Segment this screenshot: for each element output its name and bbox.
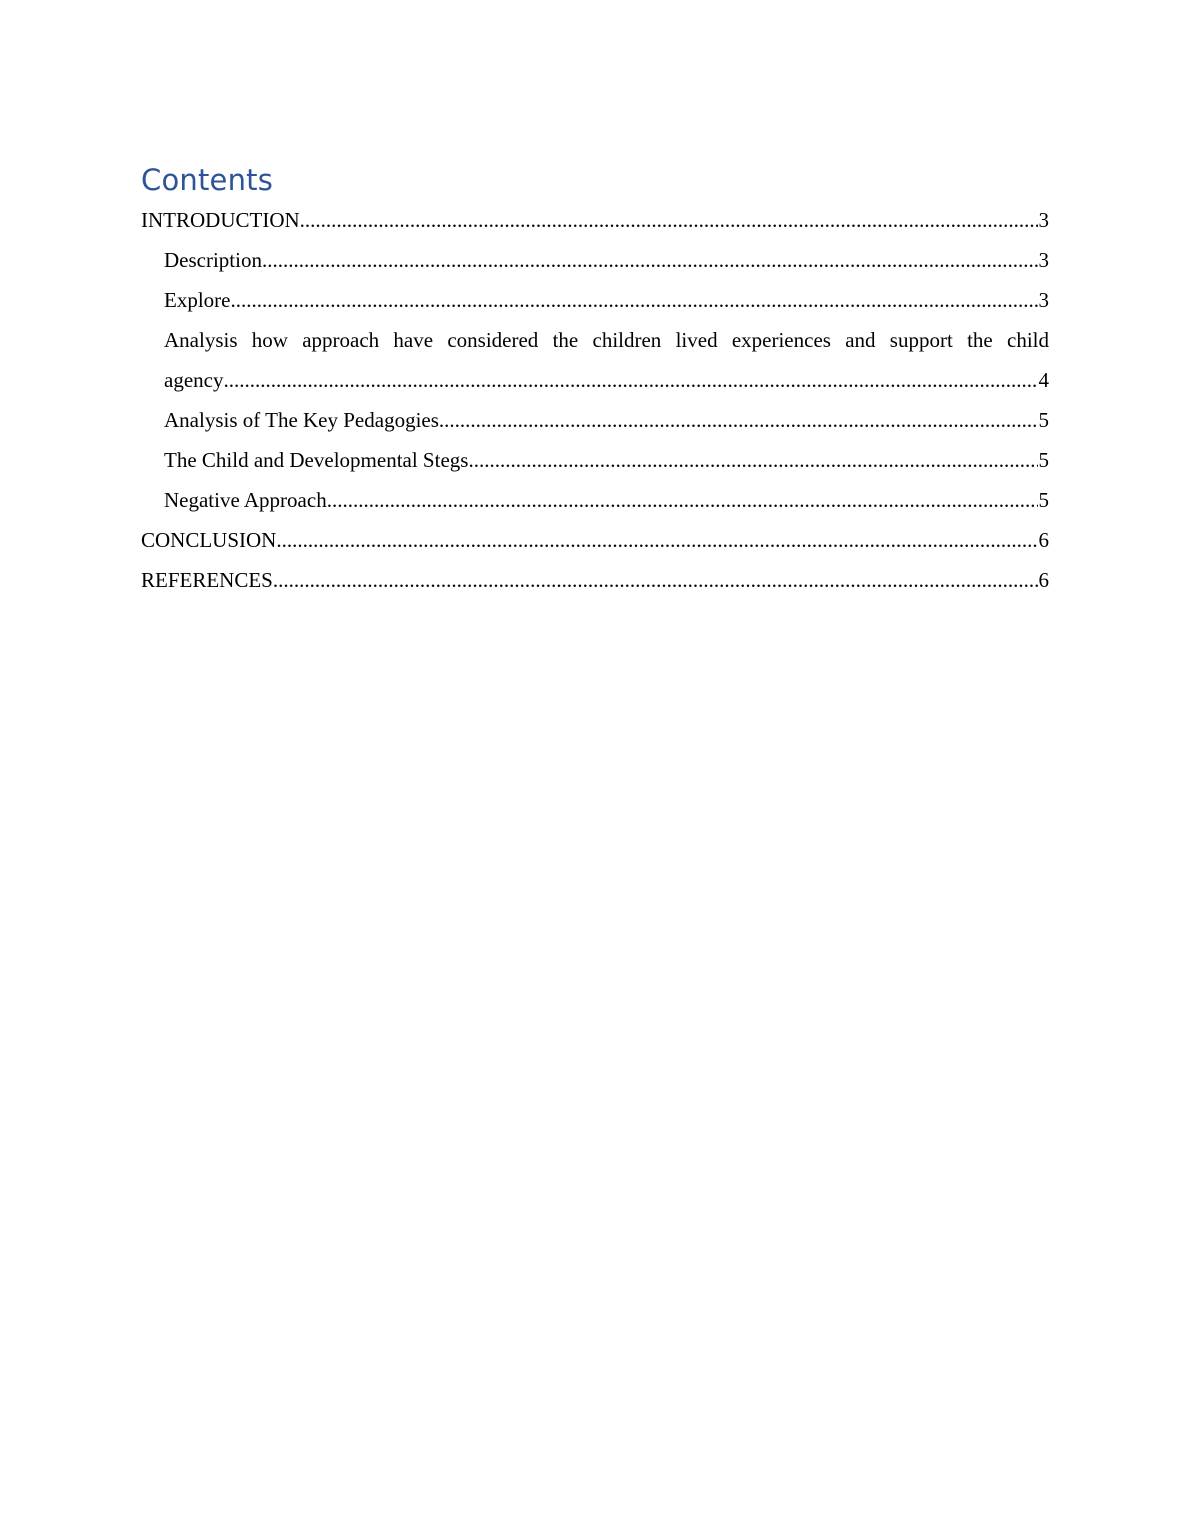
toc-dot-leader	[276, 520, 1037, 560]
toc-dot-leader	[262, 240, 1038, 280]
toc-page-number: 6	[1038, 568, 1049, 592]
toc-dot-leader	[468, 440, 1037, 480]
toc-heading: Contents	[141, 163, 274, 197]
toc-entry-label: CONCLUSION	[141, 528, 277, 552]
toc-page-number: 5	[1038, 448, 1049, 472]
toc-page-number: 3	[1038, 208, 1049, 232]
toc-entry-label-line-1: Analysis how approach have considered the children lived experiences and support the child	[164, 328, 1049, 352]
toc-entry-key-pedagogies[interactable]	[141, 400, 1049, 440]
toc-entry-label: Analysis of The Key Pedagogies	[164, 408, 439, 432]
toc-entry-label: REFERENCES	[141, 568, 273, 592]
toc-entry-label-line-2: agency	[164, 368, 224, 392]
toc-entry-label: INTRODUCTION	[141, 208, 300, 232]
toc-page-number: 4	[1038, 368, 1049, 392]
toc-entry-explore[interactable]	[141, 280, 1049, 320]
toc-entry-child-developmental-stegs[interactable]	[141, 440, 1049, 480]
table-of-contents	[141, 160, 1049, 600]
toc-dot-leader	[273, 560, 1038, 600]
toc-entry-analysis-approach[interactable]	[141, 320, 1049, 400]
toc-page-number: 3	[1038, 288, 1049, 312]
toc-dot-leader	[439, 400, 1038, 440]
toc-entry-references[interactable]	[141, 560, 1049, 600]
toc-dot-leader	[300, 200, 1038, 240]
toc-entry-label: Description	[164, 248, 262, 272]
toc-entry-negative-approach[interactable]	[141, 480, 1049, 520]
toc-entry-conclusion[interactable]	[141, 520, 1049, 560]
toc-page-number: 6	[1038, 528, 1049, 552]
toc-entry-description[interactable]	[141, 240, 1049, 280]
toc-entry-introduction[interactable]	[141, 200, 1049, 240]
toc-dot-leader	[327, 480, 1038, 520]
toc-entry-label: Negative Approach	[164, 488, 327, 512]
toc-page-number: 5	[1038, 488, 1049, 512]
toc-entry-label: The Child and Developmental Stegs	[164, 448, 469, 472]
toc-page-number: 3	[1038, 248, 1049, 272]
toc-dot-leader	[223, 360, 1037, 400]
toc-entry-label: Explore	[164, 288, 231, 312]
toc-page-number: 5	[1038, 408, 1049, 432]
toc-dot-leader	[230, 280, 1037, 320]
